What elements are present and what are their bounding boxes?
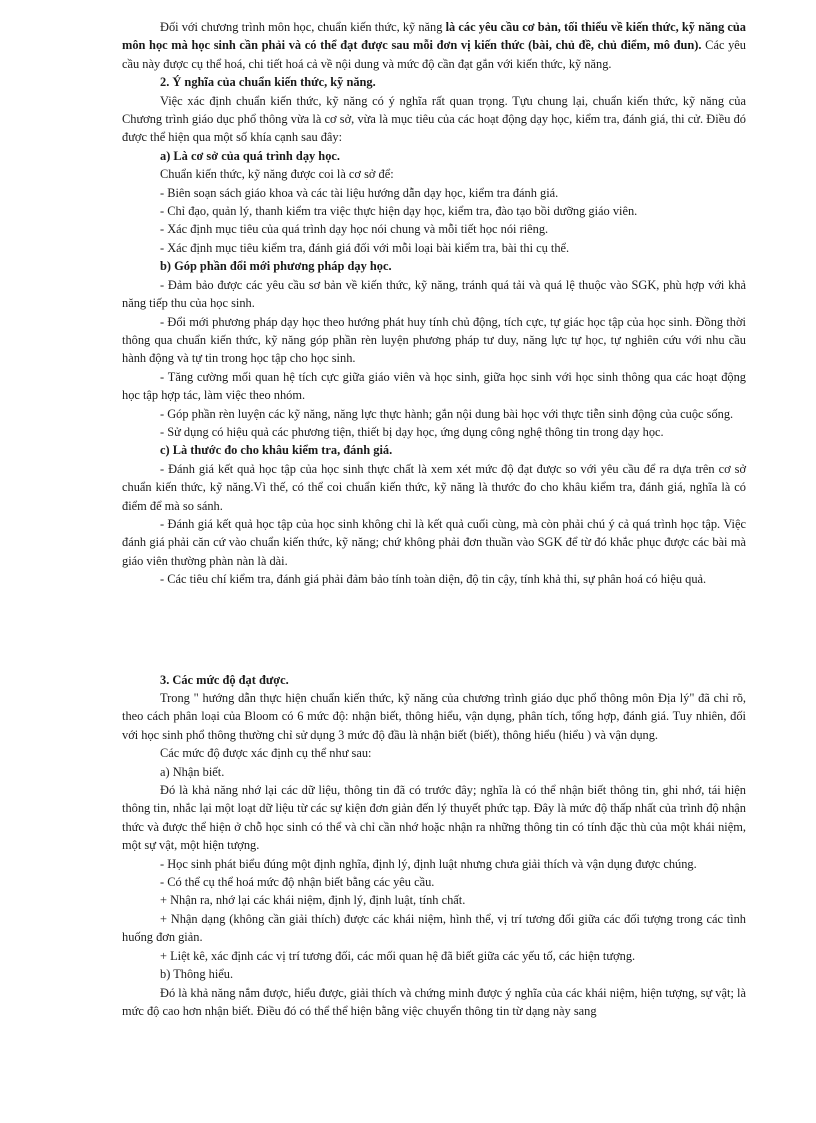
section-2b-heading: b) Góp phần đổi mới phương pháp dạy học. <box>160 259 392 274</box>
section-2c-heading: c) Là thước đo cho khâu kiểm tra, đánh giá. <box>160 443 393 458</box>
section-3a-label: a) Nhận biết. <box>160 764 225 779</box>
intro-paragraph: Đối với chương trình môn học, chuẩn kiến thức, kỹ năng là các yêu cầu cơ bản, tối thiểu về kiến thức, kỹ năng của môn học mà học sinh cần phải và có thể đạt được sau mỗi đơn vị kiến thức (bài, chủ đề, chủ điểm, mô đun). Các yêu cầu này được cụ thể hoá, chi tiết hoá cả về nội dung và mức độ cần đạt gắn với kiến thức, kỹ năng. <box>122 20 747 71</box>
list-item: - Tăng cường mối quan hệ tích cực giữa giáo viên và học sinh, giữa học sinh với học sinh thông qua các hoạt động học tập hợp tác, làm việc theo nhóm. <box>122 369 746 403</box>
list-item: - Góp phần rèn luyện các kỹ năng, năng lực thực hành; gắn nội dung bài học với thực tiễn sinh động của cuộc sống. <box>160 406 734 421</box>
list-item: + Nhận dạng (không cần giải thích) được các khái niệm, hình thể, vị trí tương đối giữa các đối tượng trong các tình huống đơn giản. <box>122 911 746 945</box>
list-item: - Có thể cụ thể hoá mức độ nhận biết bằng các yêu cầu. <box>160 875 435 890</box>
list-item: - Xác định mục tiêu của quá trình dạy học nói chung và mỗi tiết học nói riêng. <box>160 222 549 237</box>
section-3a-paragraph: Đó là khả năng nhớ lại các dữ liệu, thông tin đã có trước đây; nghĩa là có thể nhận biết thông tin, ghi nhớ, tái hiện thông tin, nhắc lại một loạt dữ liệu từ các sự kiện đơn giản đến lý thuyết phức tạp. Đây là mức độ thấp nhất của trình độ nhận thức và được thể hiện ở chỗ học sinh có thể và chỉ cần nhớ hoặc nhận ra những thông tin có tính đặc thù của một khái niệm, một sự vật, một hiện tượng. <box>122 783 746 853</box>
section-3-heading: 3. Các mức độ đạt được. <box>160 672 289 687</box>
section-3b-label: b) Thông hiểu. <box>160 967 234 982</box>
section-2a-heading: a) Là cơ sở của quá trình dạy học. <box>160 148 340 163</box>
section-3-levels-intro: Các mức độ được xác định cụ thể như sau: <box>160 746 372 761</box>
list-item: - Đánh giá kết quả học tập của học sinh không chỉ là kết quả cuối cùng, mà còn phải chú ý cả quá trình học tập. Việc đánh giá phải căn cứ vào chuẩn kiến thức, kỹ năng; chứ không phải đơn thuần vào SGK để từ đó khắc phục được các bài mà giáo viên thường phàn nàn là dài. <box>122 516 746 568</box>
section-2-paragraph: Việc xác định chuẩn kiến thức, kỹ năng có ý nghĩa rất quan trọng. Tựu chung lại, chuẩn kiến thức, kỹ năng của Chương trình giáo dục phổ thông vừa là cơ sở, vừa là mục tiêu của các hoạt động dạy học, kiểm tra, đánh giá, thi cử. Điều đó được thể hiện qua một số khía cạnh sau đây: <box>122 93 746 145</box>
page-gap <box>122 589 746 671</box>
list-item: - Học sinh phát biểu đúng một định nghĩa, định lý, định luật nhưng chưa giải thích và vận dụng được chúng. <box>160 856 697 871</box>
list-item: - Đánh giá kết quả học tập của học sinh thực chất là xem xét mức độ đạt được so với yêu cầu để ra dựa trên cơ sở chuẩn kiến thức, kỹ năng.Vì thế, có thể coi chuẩn kiến thức, kỹ năng là thước đo cho khâu kiểm tra, đánh giá, nghĩa là có điểm để mà so sánh. <box>122 461 746 513</box>
section-3b-paragraph: Đó là khả năng nắm được, hiểu được, giải thích và chứng minh được ý nghĩa của các khái niệm, hiện tượng, sự vật; là mức độ cao hơn nhận biết. Điều đó có thể thể hiện bằng việc chuyển thông tin từ dạng này sang <box>122 985 746 1018</box>
section-3-paragraph: Trong " hướng dẫn thực hiện chuẩn kiến thức, kỹ năng của chương trình giáo dục phổ thông môn Địa lý" đã chỉ rõ, theo cách phân loại của Bloom có 6 mức độ: nhận biết, thông hiểu, vận dụng, phân tích, tổng hợp, đánh giá. Tuy nhiên, đối với học sinh phổ thông thường chỉ sử dụng 3 mức độ đầu là nhận biết (biết), thông hiểu (hiểu ) và vận dụng. <box>122 691 746 742</box>
list-item: - Sử dụng có hiệu quả các phương tiện, thiết bị dạy học, ứng dụng công nghệ thông tin trong dạy học. <box>160 424 664 439</box>
list-item: - Đổi mới phương pháp dạy học theo hướng phát huy tính chủ động, tích cực, tự giác học tập của học sinh. Đồng thời thông qua chuẩn kiến thức, kỹ năng góp phần rèn luyện phương pháp tư duy, năng lực tự học, tự nghiên cứu với nhu cầu hành động và tự tin trong học tập cho học sinh. <box>122 314 746 366</box>
section-2-heading: 2. Ý nghĩa của chuẩn kiến thức, kỹ năng. <box>160 75 376 90</box>
intro-bold-text: là các yêu cầu cơ bản, tối thiểu về kiến thức, kỹ năng của môn học mà học sinh cần phải và có thể đạt được sau mỗi đơn vị kiến thức (bài, chủ đề, chủ điểm, mô đun). <box>122 20 747 53</box>
text-body <box>122 18 746 1020</box>
list-item: - Đảm bảo được các yêu cầu sơ bản về kiến thức, kỹ năng, tránh quá tải và quá lệ thuộc vào SGK, phù hợp với khả năng tiếp thu của học sinh. <box>122 277 746 311</box>
section-2a-intro: Chuẩn kiến thức, kỹ năng được coi là cơ sở để: <box>160 167 394 182</box>
list-item: + Liệt kê, xác định các vị trí tương đối, các mối quan hệ đã biết giữa các yếu tố, các hiện tượng. <box>160 948 636 963</box>
list-item: + Nhận ra, nhớ lại các khái niệm, định lý, định luật, tính chất. <box>160 893 466 908</box>
list-item: - Biên soạn sách giáo khoa và các tài liệu hướng dẫn dạy học, kiểm tra đánh giá. <box>160 185 559 200</box>
list-item: - Các tiêu chí kiểm tra, đánh giá phải đảm bảo tính toàn diện, độ tin cậy, tính khả thi, sự phân hoá có hiệu quả. <box>160 572 707 587</box>
list-item: - Chỉ đạo, quản lý, thanh kiểm tra việc thực hiện dạy học, kiểm tra, đào tạo bồi dưỡng giáo viên. <box>160 204 638 219</box>
list-item: - Xác định mục tiêu kiểm tra, đánh giá đối với mỗi loại bài kiểm tra, bài thi cụ thể. <box>160 240 570 255</box>
